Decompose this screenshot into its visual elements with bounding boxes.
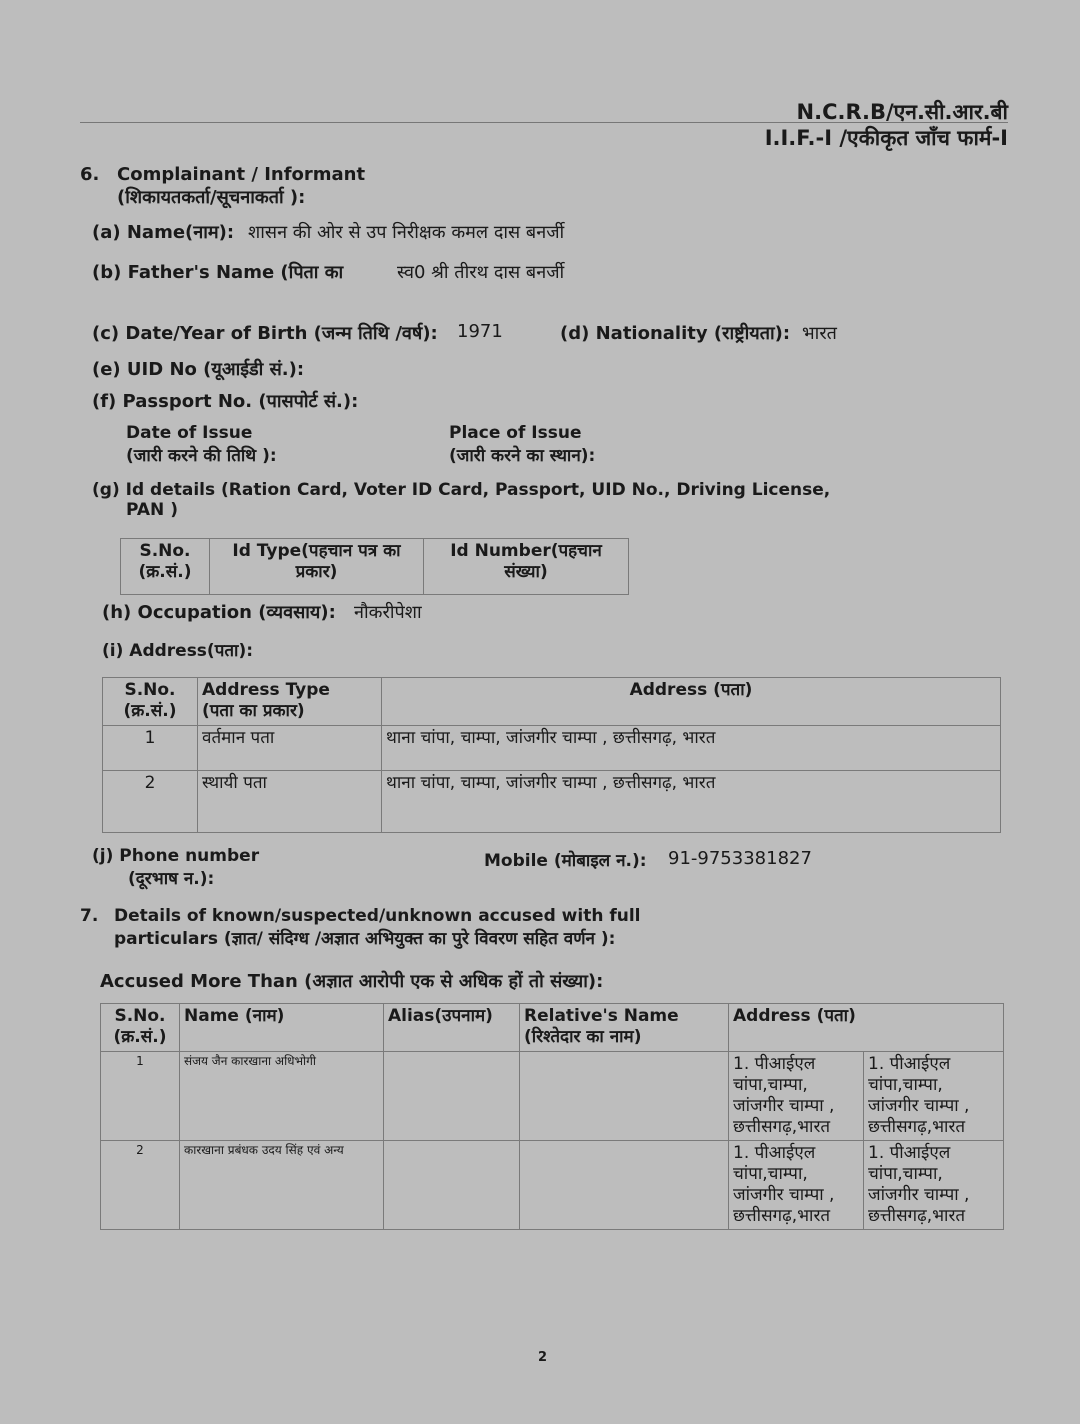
acc-address-2: 1. पीआईएल चांपा,चाम्पा, जांजगीर चाम्पा , छत्तीसगढ़,भारत (864, 1141, 1004, 1230)
section-7-number: 7. (80, 906, 99, 926)
dob-value: 1971 (457, 321, 503, 342)
section-7-title: Details of known/suspected/unknown accused with full (114, 906, 641, 926)
id-details-label: (g) Id details (Ration Card, Voter ID Card, Passport, UID No., Driving License, (92, 480, 831, 500)
id-col-type: Id Type(पहचान पत्र का प्रकार) (210, 539, 424, 595)
acc-col-alias: Alias(उपनाम) (384, 1004, 520, 1052)
dob-label: (c) Date/Year of Birth (जन्म तिथि /वर्ष): (92, 323, 438, 344)
nationality-value: भारत (802, 323, 837, 344)
id-col-sno: S.No. (क्र.सं.) (121, 539, 210, 595)
section-7-title-cont: particulars (ज्ञात/ संदिग्ध /अज्ञात अभियुक्त का पुरे विवरण सहित वर्णन ): (114, 929, 616, 949)
accused-more-than-label: Accused More Than (अज्ञात आरोपी एक से अधिक हों तो संख्या): (100, 971, 604, 992)
phone-label: (j) Phone number (92, 846, 260, 866)
section-6-title-hindi: (शिकायतकर्ता/सूचनाकर्ता ): (117, 187, 306, 208)
table-row (101, 1052, 1004, 1141)
acc-address-1: 1. पीआईएल चांपा,चाम्पा, जांजगीर चाम्पा , छत्तीसगढ़,भारत (729, 1052, 864, 1141)
ncrb-header: N.C.R.B/एन.सी.आर.बी (796, 100, 1008, 124)
addr-col-address: Address (पता) (382, 678, 1001, 726)
father-name-label: (b) Father's Name (पिता का (92, 262, 344, 283)
table-row (103, 771, 1001, 833)
father-name-value: स्व0 श्री तीरथ दास बनर्जी (397, 262, 565, 283)
nationality-label: (d) Nationality (राष्ट्रीयता): (560, 323, 791, 344)
date-of-issue-hindi: (जारी करने की तिथि ): (126, 446, 277, 466)
name-label: (a) Name(नाम): (92, 222, 235, 243)
acc-col-sno: S.No. (क्र.सं.) (101, 1004, 180, 1052)
occupation-label: (h) Occupation (व्यवसाय): (102, 602, 336, 623)
form-title: I.I.F.-I /एकीकृत जाँच फार्म-I (764, 126, 1008, 150)
date-of-issue-label: Date of Issue (126, 423, 253, 443)
acc-relative (520, 1052, 729, 1141)
addr-value: थाना चांपा, चाम्पा, जांजगीर चाम्पा , छत्तीसगढ़, भारत (382, 771, 1001, 833)
occupation-value: नौकरीपेशा (354, 602, 422, 623)
header-rule (80, 122, 1008, 123)
id-details-label-cont: PAN ) (126, 500, 178, 520)
address-table (102, 677, 1001, 833)
addr-value: थाना चांपा, चाम्पा, जांजगीर चाम्पा , छत्तीसगढ़, भारत (382, 726, 1001, 771)
acc-address-1: 1. पीआईएल चांपा,चाम्पा, जांजगीर चाम्पा , छत्तीसगढ़,भारत (729, 1141, 864, 1230)
address-label: (i) Address(पता): (102, 641, 254, 661)
addr-col-type: Address Type (पता का प्रकार) (198, 678, 382, 726)
table-row (103, 726, 1001, 771)
mobile-value: 91-9753381827 (668, 848, 812, 869)
page-number: 2 (538, 1350, 548, 1365)
acc-col-name: Name (नाम) (180, 1004, 384, 1052)
acc-name: कारखाना प्रबंधक उदय सिंह एवं अन्य (180, 1141, 384, 1230)
id-details-table (120, 538, 629, 595)
passport-label: (f) Passport No. (पासपोर्ट सं.): (92, 391, 359, 412)
acc-alias (384, 1052, 520, 1141)
addr-col-sno: S.No. (क्र.सं.) (103, 678, 198, 726)
addr-sno: 2 (103, 771, 198, 833)
acc-name: संजय जैन कारखाना अधिभोगी (180, 1052, 384, 1141)
acc-col-relative: Relative's Name (रिश्तेदार का नाम) (520, 1004, 729, 1052)
acc-alias (384, 1141, 520, 1230)
acc-relative (520, 1141, 729, 1230)
addr-sno: 1 (103, 726, 198, 771)
section-6-number: 6. (80, 164, 100, 185)
table-row (101, 1141, 1004, 1230)
acc-sno: 1 (101, 1052, 180, 1141)
place-of-issue-hindi: (जारी करने का स्थान): (449, 446, 596, 466)
place-of-issue-label: Place of Issue (449, 423, 582, 443)
addr-type: स्थायी पता (198, 771, 382, 833)
phone-hindi: (दूरभाष न.): (128, 869, 215, 889)
name-value: शासन की ओर से उप निरीक्षक कमल दास बनर्जी (248, 222, 565, 243)
id-col-number: Id Number(पहचान संख्या) (424, 539, 629, 595)
uid-label: (e) UID No (यूआईडी सं.): (92, 359, 305, 380)
acc-address-2: 1. पीआईएल चांपा,चाम्पा, जांजगीर चाम्पा , छत्तीसगढ़,भारत (864, 1052, 1004, 1141)
mobile-label: Mobile (मोबाइल न.): (484, 851, 647, 871)
acc-col-address: Address (पता) (729, 1004, 1004, 1052)
section-6-title: Complainant / Informant (117, 164, 366, 185)
acc-sno: 2 (101, 1141, 180, 1230)
addr-type: वर्तमान पता (198, 726, 382, 771)
accused-table (100, 1003, 1004, 1230)
